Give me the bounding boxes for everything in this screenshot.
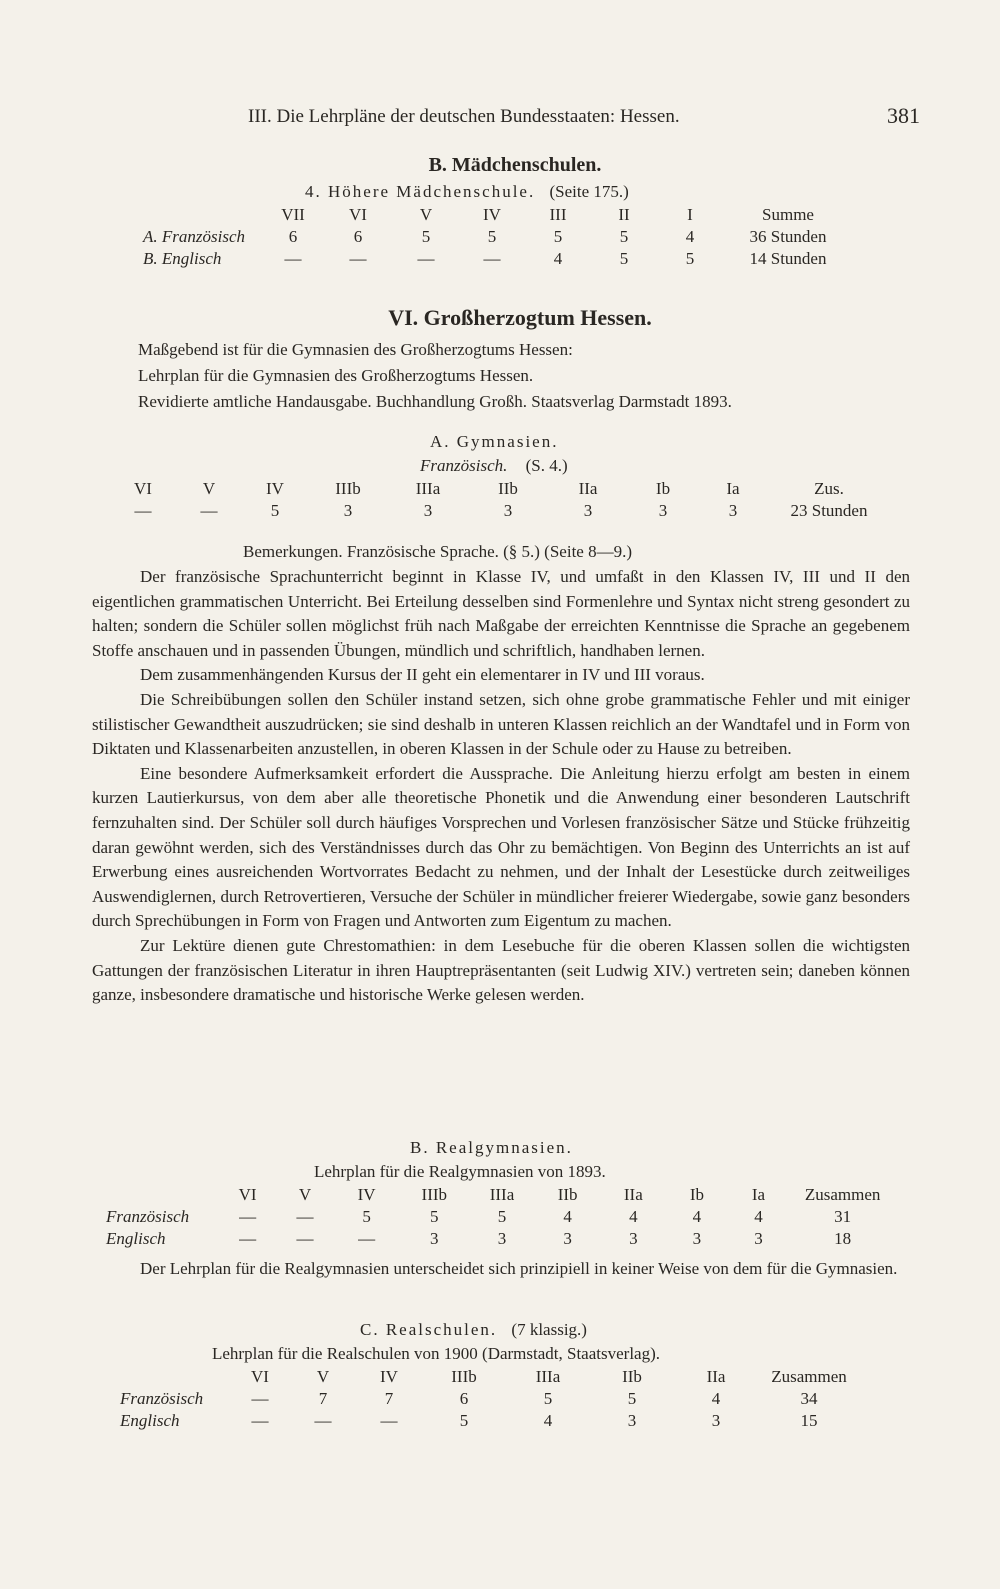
table-cell: 4 [754, 1207, 763, 1226]
column-header: I [687, 205, 693, 224]
column-header: IV [266, 479, 284, 498]
table-cell: 6 [353, 227, 363, 246]
table-cell: — [200, 501, 218, 520]
table-cell: — [380, 1411, 398, 1430]
table-cell: 14 Stunden [749, 249, 827, 268]
column-header: Ib [689, 1185, 704, 1204]
column-header: V [316, 1367, 330, 1386]
table-cell: 5 [487, 227, 497, 246]
column-header: IIa [706, 1367, 726, 1386]
table-cell: 31 [834, 1207, 852, 1226]
table-maedchenschule [143, 204, 853, 270]
page-number: 381 [887, 103, 920, 128]
table-cell: 18 [834, 1229, 852, 1248]
row-label: B. Englisch [143, 249, 222, 268]
paragraph: Dem zusammenhängenden Kursus der II geht ein elementarer in IV und III voraus. [140, 665, 705, 685]
table-row [143, 248, 853, 270]
subheading-text: 4. Höhere Mädchenschule. [305, 182, 536, 201]
intro-line: Revidierte amtliche Handausgabe. Buchhandlung Großh. Staatsverlag Darmstadt 1893. [138, 392, 732, 411]
table-cell: — [314, 1411, 332, 1430]
column-header: II [618, 205, 630, 224]
table-cell: — [296, 1229, 314, 1248]
table-cell: 5 [421, 227, 431, 246]
subheading-realschulen: Lehrplan für die Realschulen von 1900 (Darmstadt, Staatsverlag). [212, 1344, 661, 1363]
header-empty [143, 204, 263, 226]
column-header: V [419, 205, 433, 224]
table-header-row [120, 1366, 860, 1388]
table-cell: — [239, 1207, 257, 1226]
table-cell: 3 [503, 501, 513, 520]
table-cell: — [349, 249, 367, 268]
table-cell: 5 [627, 1389, 637, 1408]
column-header: Ia [751, 1185, 766, 1204]
table-cell: 5 [459, 1411, 469, 1430]
table-cell: — [296, 1207, 314, 1226]
table-cell: 7 [318, 1389, 328, 1408]
column-header: III [549, 205, 567, 224]
column-header: IIb [557, 1185, 578, 1204]
section-heading-realschulen-line [360, 1320, 587, 1340]
section-heading-maedchenschulen: B. Mädchenschulen. [428, 154, 602, 176]
table-cell: 4 [563, 1207, 572, 1226]
section-heading-gymnasien: A. Gymnasien. [430, 432, 559, 451]
table-row [143, 226, 853, 248]
column-header: IIIa [535, 1367, 561, 1386]
table-cell: — [284, 249, 302, 268]
table-cell: 3 [423, 501, 433, 520]
row-label: Französisch [106, 1207, 190, 1226]
paragraph: Zur Lektüre dienen gute Chrestomathien: in dem Lesebuche für die oberen Klassen sollen die wichtigsten Gattungen der französischen Literatur in ihren Hauptrepräsentanten (seit Ludwig XIV.) vertreten sein; daneben können ganze, insbesondere dramatische und historische Werke gelesen werden. [92, 935, 910, 1005]
table-cell: 3 [658, 501, 668, 520]
column-header: IIIb [451, 1367, 477, 1386]
column-header: Zusammen [771, 1367, 847, 1386]
subheading-realgymnasien: Lehrplan für die Realgymnasien von 1893. [314, 1162, 606, 1181]
paragraph: Die Schreibübungen sollen den Schüler instand setzen, sich ohne grobe grammatische Fehler und mit einiger stilistischer Gewandtheit auszudrücken; sie sind deshalb in unteren Klassen reichlich an der Wandtafel und in Form von Diktaten und Klassenarbeiten anzustellen, in oberen Klassen in der Schule oder zu Hause zu betreiben. [92, 689, 910, 759]
heading-note: (7 klassig.) [511, 1320, 587, 1339]
column-header: IIb [498, 479, 518, 498]
header-empty [106, 1184, 219, 1206]
section-heading-realgymnasien: B. Realgymnasien. [410, 1138, 573, 1157]
page-header [90, 103, 920, 136]
section-heading-realschulen: C. Realschulen. [360, 1320, 498, 1339]
table-cell: 3 [627, 1411, 637, 1430]
table-header-row [106, 1184, 896, 1206]
table-cell: — [134, 501, 152, 520]
column-header: IIa [578, 479, 598, 498]
subject-ref: (S. 4.) [525, 456, 568, 475]
subheading-hoehere-maedchenschule [305, 182, 629, 202]
table-realschulen [120, 1366, 860, 1432]
row-label: Französisch [120, 1389, 204, 1408]
table-cell: 36 Stunden [749, 227, 827, 246]
table-cell: 3 [629, 1229, 638, 1248]
paragraph: Eine besondere Aufmerksamkeit erfordert die Aussprache. Die Anleitung hierzu erfolgt am besten in einem kurzen Lautierkursus, von dem aber alle theoretische Phonetik und die Anwendung einer besonderen Lautschrift fernzuhalten sind. Der Schüler soll durch häufiges Vorsprechen und Vorlesen französischer Sätze und Stücke frühzeitig daran gewöhnt werden, sich des Verständnisses durch das Ohr zu bemächtigen. Von Beginn des Unterrichts an ist auf Erwerbung eines ausreichenden Wortvorrates Bedacht zu nehmen, und der Inhalt der Lesestücke durch zeitweiliges Auswendiglernen, durch Retrovertieren, Versuche der Schüler in mündlicher freierer Wiedergabe, sowie ganz besonders durch Sprechübungen in Form von Fragen und Antworten zum Eigentum zu machen. [92, 763, 910, 931]
table-row [120, 1410, 860, 1432]
table-cell: 3 [754, 1229, 763, 1248]
table-cell: 5 [553, 227, 563, 246]
table-cell: 5 [430, 1207, 439, 1226]
table-cell: 5 [543, 1389, 553, 1408]
header-empty [120, 1366, 230, 1388]
column-header: V [202, 479, 216, 498]
table-cell: — [239, 1229, 257, 1248]
page-reference: (Seite 175.) [549, 182, 629, 201]
column-header: V [298, 1185, 312, 1204]
column-header: IIIa [489, 1185, 515, 1204]
table-row [106, 1206, 896, 1228]
column-header: VI [349, 205, 367, 224]
column-header: Ia [726, 479, 740, 498]
table-gymnasien [110, 478, 890, 522]
table-header-row [143, 204, 853, 226]
column-header: IIIb [335, 479, 361, 498]
column-header: IIb [622, 1367, 642, 1386]
table-cell: 15 [800, 1411, 818, 1430]
table-cell: 3 [563, 1229, 572, 1248]
table-cell: 4 [543, 1411, 553, 1430]
row-label: A. Französisch [143, 227, 245, 246]
section-title-hessen: VI. Großherzogtum Hessen. [388, 305, 652, 330]
table-cell: — [251, 1411, 269, 1430]
table-cell: — [483, 249, 501, 268]
table-cell: 5 [497, 1207, 507, 1226]
paragraph: Der französische Sprachunterricht beginnt in Klasse IV, und umfaßt in den Klassen IV, III und II den eigentlichen grammatischen Unterricht. Bei Erteilung desselben sind Formenlehre und Syntax nicht streng gesondert zu halten; sondern die Schüler sollen möglichst früh nach Maßgabe der erreichten Kenntnisse die Sprache an gegebenem Stoffe anschauen und in passenden Übungen, mündlich und schriftlich, handhaben lernen. [92, 567, 910, 660]
table-cell: — [251, 1389, 269, 1408]
subject-line [420, 456, 568, 476]
table-cell: 4 [553, 249, 563, 268]
table-cell: 7 [384, 1389, 394, 1408]
column-header: VII [281, 205, 305, 224]
table-cell: 5 [685, 249, 695, 268]
table-realgymnasien [106, 1184, 896, 1250]
table-header-row [110, 478, 890, 500]
column-header: Ib [655, 479, 671, 498]
row-label: Englisch [106, 1229, 166, 1248]
row-label: Englisch [120, 1411, 180, 1430]
table-cell: 3 [343, 501, 353, 520]
subject-name: Französisch. [420, 456, 508, 475]
table-cell: 4 [692, 1207, 702, 1226]
column-header: VI [238, 1185, 257, 1204]
table-cell: 3 [583, 501, 593, 520]
table-cell: 5 [270, 501, 280, 520]
table-cell: 6 [459, 1389, 469, 1408]
realgymnasien-note-block [92, 1257, 910, 1282]
intro-line: Maßgebend ist für die Gymnasien des Großherzogtums Hessen: [138, 340, 573, 359]
table-cell: 3 [711, 1411, 721, 1430]
realgymnasien-note: Der Lehrplan für die Realgymnasien unterscheidet sich prinzipiell in keiner Weise von dem für die Gymnasien. [140, 1259, 898, 1278]
column-header: Zusammen [804, 1185, 881, 1204]
column-header: IV [380, 1367, 398, 1386]
column-header: IIIb [421, 1185, 448, 1204]
table-cell: 5 [619, 227, 629, 246]
column-header: Summe [762, 205, 814, 224]
column-header: VI [251, 1367, 269, 1386]
table-cell: 3 [497, 1229, 507, 1248]
table-cell: 34 [800, 1389, 818, 1408]
table-cell: 3 [430, 1229, 439, 1248]
table-row [110, 500, 890, 522]
table-cell: 5 [362, 1207, 371, 1226]
running-title: III. Die Lehrpläne der deutschen Bundesstaaten: Hessen. [248, 106, 680, 127]
table-cell: — [358, 1229, 376, 1248]
table-cell: 4 [629, 1207, 638, 1226]
table-row [120, 1388, 860, 1410]
column-header: IIa [623, 1185, 643, 1204]
column-header: Zus. [814, 479, 844, 498]
table-cell: 3 [692, 1229, 702, 1248]
remarks-body [92, 565, 910, 1008]
remarks-heading: Bemerkungen. Französische Sprache. (§ 5.) (Seite 8—9.) [243, 542, 632, 561]
table-cell: 23 Stunden [790, 501, 868, 520]
column-header: IV [357, 1185, 376, 1204]
table-cell: 4 [685, 227, 695, 246]
table-cell: 6 [288, 227, 298, 246]
table-cell: 4 [711, 1389, 721, 1408]
column-header: IV [483, 205, 501, 224]
table-cell: — [417, 249, 435, 268]
table-row [106, 1228, 896, 1250]
table-cell: 5 [619, 249, 629, 268]
table-cell: 3 [728, 501, 738, 520]
column-header: VI [134, 479, 152, 498]
intro-line: Lehrplan für die Gymnasien des Großherzogtums Hessen. [138, 366, 534, 385]
column-header: IIIa [415, 479, 441, 498]
